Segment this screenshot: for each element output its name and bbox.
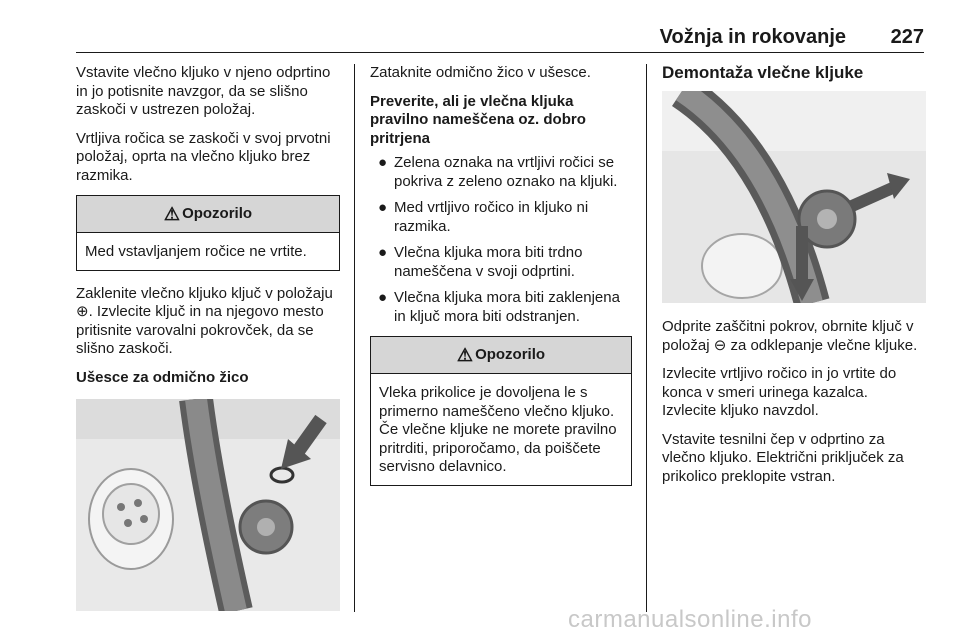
warning-header [371, 337, 631, 374]
bullet-icon: ● [378, 199, 388, 216]
paragraph: Vrtljiva ročica se zaskoči v svoj prvotni položaj, oprta na vlečno kljuko brez razmika. [76, 129, 331, 184]
subheading: Ušesce za odmično žico [76, 368, 249, 386]
page-header [76, 22, 924, 53]
check-list [370, 154, 632, 326]
warning-text: Med vstavljanjem ročice ne vrtite. [85, 243, 307, 260]
bullet-icon: ● [378, 244, 388, 261]
column-divider [646, 64, 647, 612]
text-part: Odprite zaščitni pokrov, obrnite ključ v položaj [662, 318, 914, 354]
list-item: ● Med vrtljivo ročico in kljuko ni razmika. [378, 199, 589, 235]
paragraph: Izvlecite vrtljivo ročico in jo vrtite do konca v smeri urinega kazalca. Izvlecite kljuko navzdol. [662, 365, 897, 419]
column-1 [76, 64, 340, 617]
section-heading: Demontaža vlečne kljuke [662, 63, 864, 82]
text-part: Zaklenite vlečno kljuko ključ v položaju [76, 284, 333, 302]
warning-title: Opozorilo [475, 345, 546, 363]
paragraph [76, 285, 340, 359]
column-3 [662, 64, 926, 496]
list-item: ● Vlečna kljuka mora biti zaklenjena in ključ mora biti odstranjen. [378, 289, 620, 325]
paragraph: Vstavite vlečno kljuko v njeno odprtino in jo potisnite navzgor, da se slišno zaskoči v ustrezen položaj. [76, 64, 331, 118]
warning-box [76, 195, 340, 271]
bullet-icon: ● [378, 289, 388, 306]
tow-hook-removal-figure [662, 91, 926, 303]
list-item: ● Vlečna kljuka mora biti trdno nameščena v svoji odprtini. [378, 244, 583, 280]
warning-triangle-icon: ⚠ [456, 344, 474, 365]
warning-triangle-icon: ⚠ [163, 203, 181, 224]
watermark: carmanualsonline.info [568, 606, 812, 633]
bullet-icon: ● [378, 154, 388, 171]
text-part: . Izvlecite ključ in na njegovo mesto pritisnite varovalni pokrovček, da se slišno zaskoči. [76, 303, 324, 357]
page-number: 227 [890, 26, 924, 48]
warning-box [370, 336, 632, 486]
column-divider [354, 64, 355, 612]
warning-text: Vleka prikolice je dovoljena le s primerno nameščeno vlečno kljuko. Če vlečne kljuke ne morete pravilno pritrditi, priporočamo, da poiščete servisno delavnico. [379, 384, 617, 475]
paragraph: Zataknite odmično žico v ušesce. [370, 64, 591, 81]
text-part: za odklepanje vlečne kljuke. [726, 336, 918, 354]
check-heading: Preverite, ali je vlečna kljuka pravilno nameščena oz. dobro pritrjena [370, 92, 586, 147]
unlock-symbol-icon: ⊖ [713, 336, 727, 354]
section-title: Vožnja in rokovanje [659, 26, 846, 48]
paragraph: Vstavite tesnilni čep v odprtino za vlečno kljuko. Električni priključek za prikolico preklopite vstran. [662, 430, 904, 485]
tow-hook-eyelet-figure [76, 399, 340, 611]
warning-header [77, 196, 339, 233]
column-2 [370, 64, 632, 500]
list-item: ● Zelena oznaka na vrtljivi ročici se pokriva z zeleno oznako na kljuki. [378, 154, 618, 190]
paragraph [662, 318, 926, 355]
lock-symbol-icon: ⊕ [76, 303, 89, 320]
warning-title: Opozorilo [182, 204, 253, 222]
